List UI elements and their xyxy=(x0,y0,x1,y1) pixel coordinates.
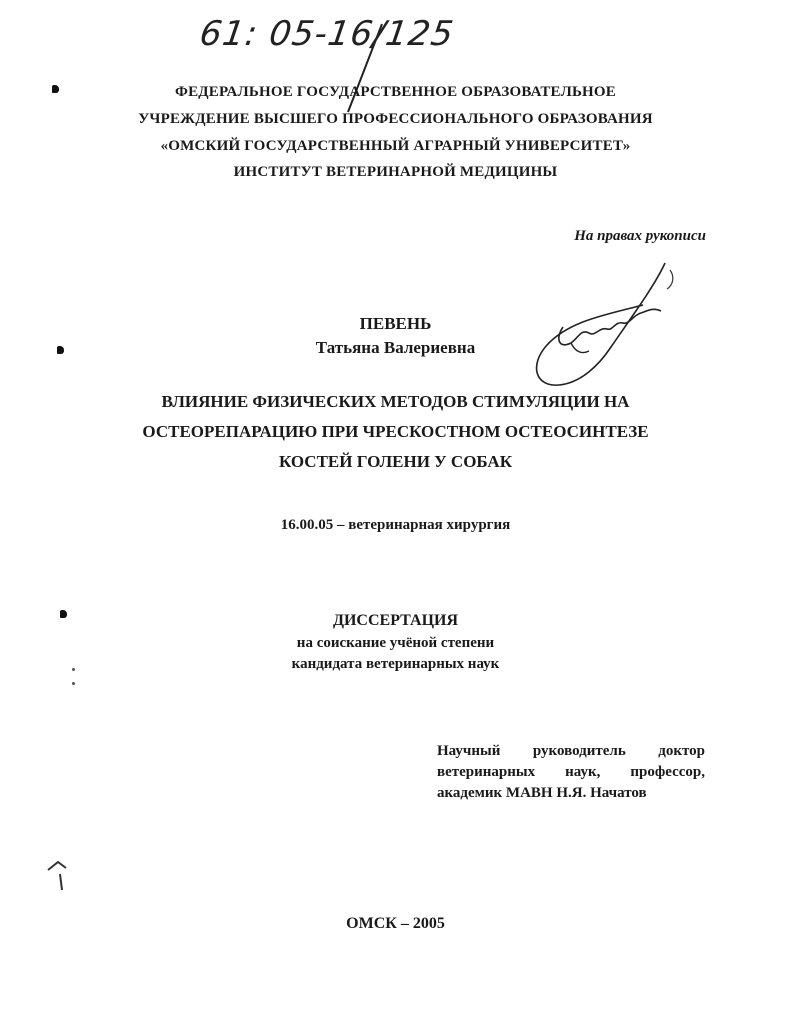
title-line-1: ВЛИЯНИЕ ФИЗИЧЕСКИХ МЕТОДОВ СТИМУЛЯЦИИ НА xyxy=(161,392,630,411)
institution-line-3: «ОМСКИЙ ГОСУДАРСТВЕННЫЙ АГРАРНЫЙ УНИВЕРСИТЕТ» xyxy=(160,138,631,154)
rights-note: На правах рукописи xyxy=(574,228,706,244)
archive-slash-stroke xyxy=(330,20,390,120)
scan-mark-stroke xyxy=(44,858,74,898)
footer-city-year: ОМСК – 2005 xyxy=(346,915,445,932)
scan-speck xyxy=(72,682,75,685)
advisor-block xyxy=(437,741,705,804)
dissertation-degree-line-1: на соискание учёной степени xyxy=(296,635,495,651)
specialty: 16.00.05 – ветеринарная хирургия xyxy=(280,517,511,533)
author-surname: ПЕВЕНЬ xyxy=(359,314,432,333)
title-line-3: КОСТЕЙ ГОЛЕНИ У СОБАК xyxy=(278,452,513,471)
advisor-line-2: ветеринарных наук, профессор, xyxy=(437,764,705,780)
dissertation-degree-line-2: кандидата ветеринарных наук xyxy=(291,656,500,672)
institution-line-4: ИНСТИТУТ ВЕТЕРИНАРНОЙ МЕДИЦИНЫ xyxy=(233,164,558,180)
institution-line-2: УЧРЕЖДЕНИЕ ВЫСШЕГО ПРОФЕССИОНАЛЬНОГО ОБРАЗОВАНИЯ xyxy=(138,111,653,127)
title-line-2: ОСТЕОРЕПАРАЦИЮ ПРИ ЧРЕСКОСТНОМ ОСТЕОСИНТЕЗЕ xyxy=(142,422,649,441)
advisor-line-1: Научный руководитель доктор xyxy=(437,743,705,759)
signature-icon xyxy=(515,255,685,395)
institution-line-1: ФЕДЕРАЛЬНОЕ ГОСУДАРСТВЕННОЕ ОБРАЗОВАТЕЛЬНОЕ xyxy=(174,84,616,100)
author-given-names: Татьяна Валериевна xyxy=(315,338,476,357)
dissertation-heading: ДИССЕРТАЦИЯ xyxy=(332,612,459,629)
advisor-line-3: академик МАВН Н.Я. Начатов xyxy=(437,785,647,801)
archive-code: 61: 05-16/125 xyxy=(197,14,457,54)
